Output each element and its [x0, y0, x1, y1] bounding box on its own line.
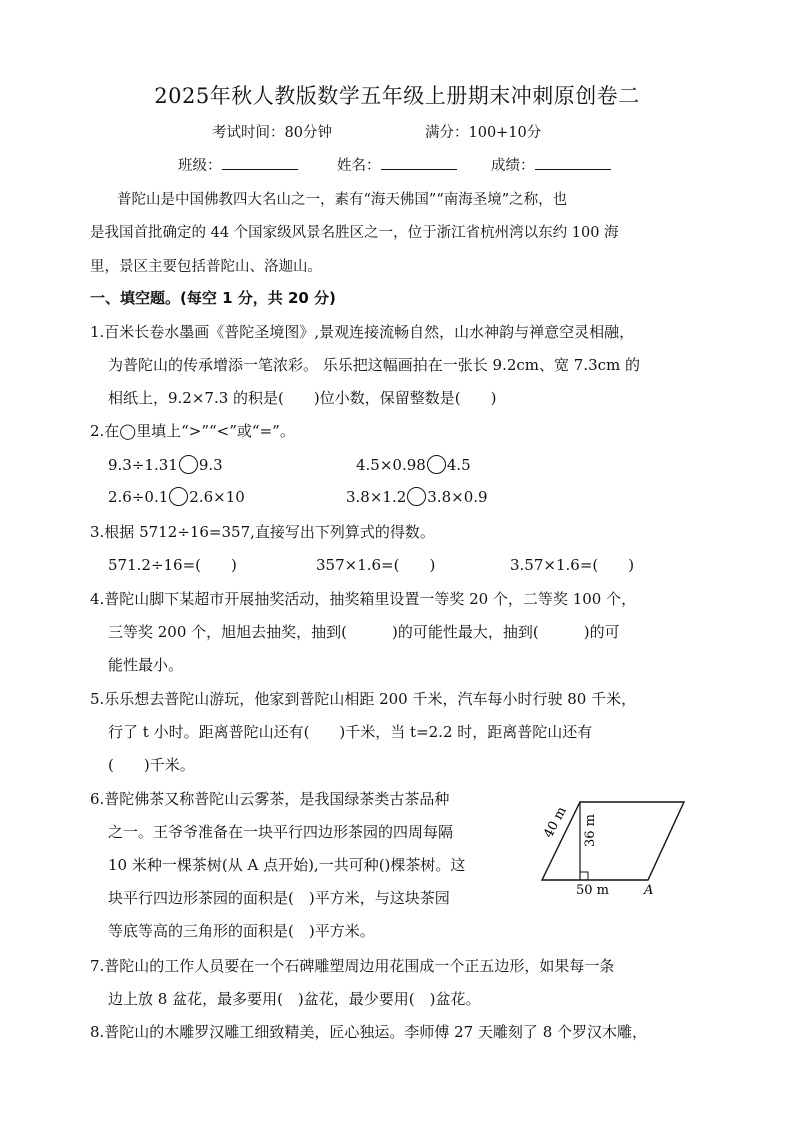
- base-label: 50 m: [576, 883, 610, 898]
- compare-circle[interactable]: [179, 455, 198, 474]
- compare-right: 2.6×10: [189, 488, 245, 506]
- compare-left: 2.6÷0.1: [108, 488, 169, 506]
- question-line: 块平行四边形茶园的面积是( )平方米，与这块茶园: [108, 889, 450, 907]
- question-line: 8.普陀山的木雕罗汉雕工细致精美，匠心独运。李师傅 27 天雕刻了 8 个罗汉木雕，: [90, 1023, 648, 1041]
- full-score: 满分：100+10分: [425, 125, 542, 141]
- class-label: 班级：: [178, 158, 222, 174]
- question-line: 7.普陀山的工作人员要在一个石碑雕塑周边用花围成一个正五边形，如果每一条: [90, 957, 615, 975]
- question-line: 之一。王爷爷准备在一块平行四边形茶园的四周每隔: [108, 823, 454, 841]
- question-line: 2.在◯里填上“>”“<”或“=”。: [90, 422, 295, 440]
- compare-item: [356, 455, 471, 474]
- question-line: 6.普陀佛茶又称普陀山云雾茶，是我国绿茶类古茶品种: [90, 790, 450, 808]
- name-blank[interactable]: [381, 155, 457, 170]
- question-line: 10 米种一棵茶树(从 A 点开始),一共可种()棵茶树。这: [108, 856, 466, 874]
- compare-left: 9.3÷1.31: [108, 456, 178, 474]
- compare-right: 9.3: [198, 456, 223, 474]
- question-line: 为普陀山的传承增添一笔浓彩。 乐乐把这幅画拍在一张长 9.2cm、宽 7.3cm 的: [108, 356, 641, 374]
- calc-item: 357×1.6=( ): [316, 556, 436, 574]
- compare-left: 4.5×0.98: [356, 456, 426, 474]
- class-blank[interactable]: [222, 155, 298, 170]
- section-heading: 一、填空题。(每空 1 分，共 20 分): [90, 289, 336, 307]
- compare-circle[interactable]: [407, 487, 426, 506]
- height-label: 36 m: [583, 813, 598, 847]
- compare-item: [108, 487, 245, 506]
- parallelogram-figure: [528, 790, 698, 900]
- point-label: A: [644, 883, 654, 898]
- compare-item: [346, 487, 488, 506]
- question-line: 边上放 8 盆花，最多要用( )盆花，最少要用( )盆花。: [108, 990, 481, 1008]
- question-line: 三等奖 200 个，旭旭去抽奖，抽到( )的可能性最大，抽到( )的可: [108, 623, 620, 641]
- compare-item: [108, 455, 223, 474]
- calc-item: 571.2÷16=( ): [108, 556, 237, 574]
- question-line: 1.百米长卷水墨画《普陀圣境图》,景观连接流畅自然，山水神韵与禅意空灵相融，: [90, 323, 635, 341]
- intro-line: 里，景区主要包括普陀山、洛迦山。: [90, 259, 322, 275]
- question-line: 行了 t 小时。距离普陀山还有( )千米，当 t=2.2 时，距离普陀山还有: [108, 723, 593, 741]
- question-line: 等底等高的三角形的面积是( )平方米。: [108, 922, 375, 940]
- question-line: 能性最小。: [108, 656, 184, 674]
- intro-line: 是我国首批确定的 44 个国家级风景名胜区之一，位于浙江省杭州湾以东约 100 海: [90, 225, 619, 241]
- grade-blank[interactable]: [535, 155, 611, 170]
- page-title: 2025年秋人教版数学五年级上册期末冲刺原创卷二: [154, 84, 640, 108]
- compare-right: 4.5: [446, 456, 471, 474]
- name-field: [337, 154, 457, 175]
- compare-right: 3.8×0.9: [427, 488, 488, 506]
- right-angle-mark: [580, 872, 588, 880]
- question-line: ( )千米。: [108, 756, 195, 774]
- exam-time: 考试时间：80分钟: [212, 125, 332, 141]
- calc-item: 3.57×1.6=( ): [510, 556, 635, 574]
- grade-field: [491, 154, 611, 175]
- intro-line: 普陀山是中国佛教四大名山之一，素有“海天佛国”“南海圣境”之称，也: [117, 192, 568, 208]
- class-field: [178, 154, 298, 175]
- compare-circle[interactable]: [427, 455, 446, 474]
- compare-circle[interactable]: [169, 487, 188, 506]
- question-line: 4.普陀山脚下某超市开展抽奖活动，抽奖箱里设置一等奖 20 个，二等奖 100 个，: [90, 590, 637, 608]
- question-line: 相纸上，9.2×7.3 的积是( )位小数，保留整数是( ): [108, 389, 497, 407]
- compare-left: 3.8×1.2: [346, 488, 407, 506]
- question-line: 3.根据 5712÷16=357,直接写出下列算式的得数。: [90, 523, 435, 541]
- side-label: 40 m: [541, 804, 570, 841]
- grade-label: 成绩：: [491, 158, 535, 174]
- question-line: 5.乐乐想去普陀山游玩，他家到普陀山相距 200 千米，汽车每小时行驶 80 千米，: [90, 690, 637, 708]
- name-label: 姓名：: [337, 158, 381, 174]
